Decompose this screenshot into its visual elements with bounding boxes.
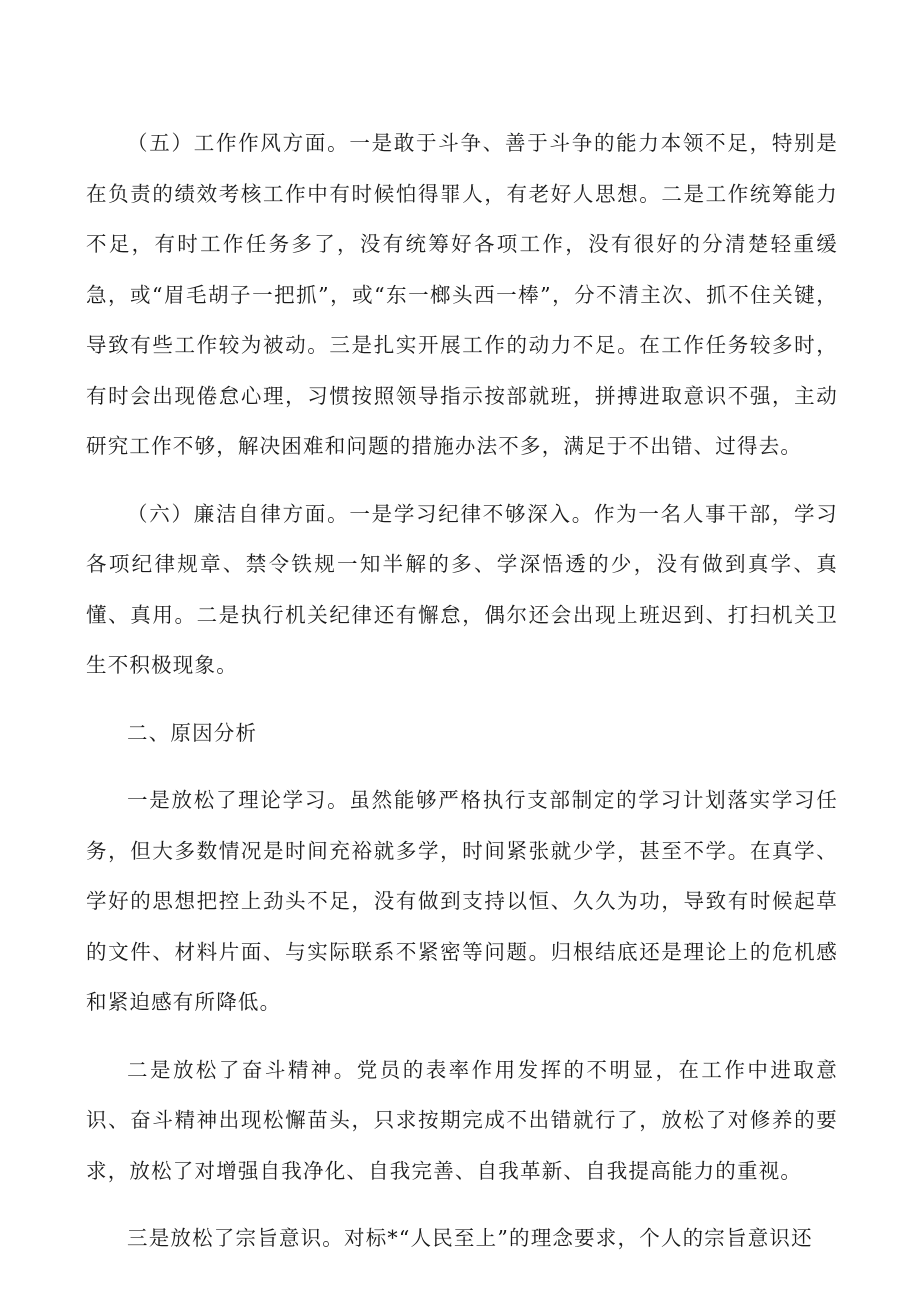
paragraph-work-style: （五）工作作风方面。一是敢于斗争、善于斗争的能力本领不足，特别是在负责的绩效考核工作中有时候怕得罪人，有老好人思想。二是工作统筹能力不足，有时工作任务多了，没有统筹好各项工作，没有很好的分清楚轻重缓急，或“眉毛胡子一把抓”，或“东一榔头西一棒”，分不清主次、抓不住关键，导致有些工作较为被动。三是扎实开展工作的动力不足。在工作任务较多时，有时会出现倦怠心理，习惯按照领导指示按部就班，拼搏进取意识不强，主动研究工作不够，解决困难和问题的措施办法不多，满足于不出错、过得去。: [86, 131, 838, 458]
section-heading-cause-analysis: 二、原因分析: [127, 720, 258, 745]
paragraph-striving-spirit: 二是放松了奋斗精神。党员的表率作用发挥的不明显，在工作中进取意识、奋斗精神出现松懈苗头，只求按期完成不出错就行了，放松了对修养的要求，放松了对增强自我净化、自我完善、自我革新、自我提高能力的重视。: [86, 1057, 838, 1183]
paragraph-purpose-awareness: 三是放松了宗旨意识。对标*“人民至上”的理念要求，个人的宗旨意识还: [127, 1226, 813, 1250]
paragraph-theory-study: 一是放松了理论学习。虽然能够严格执行支部制定的学习计划落实学习任务，但大多数情况是时间充裕就多学，时间紧张就少学，甚至不学。在真学、学好的思想把控上劲头不足，没有做到支持以恒、久久为功，导致有时候起草的文件、材料片面、与实际联系不紧密等问题。归根结底还是理论上的危机感和紧迫感有所降低。: [86, 788, 838, 1014]
paragraph-integrity: （六）廉洁自律方面。一是学习纪律不够深入。作为一名人事干部，学习各项纪律规章、禁令铁规一知半解的多、学深悟透的少，没有做到真学、真懂、真用。二是执行机关纪律还有懈怠，偶尔还会出现上班迟到、打扫机关卫生不积极现象。: [86, 501, 838, 677]
document-body: [86, 118, 838, 1281]
